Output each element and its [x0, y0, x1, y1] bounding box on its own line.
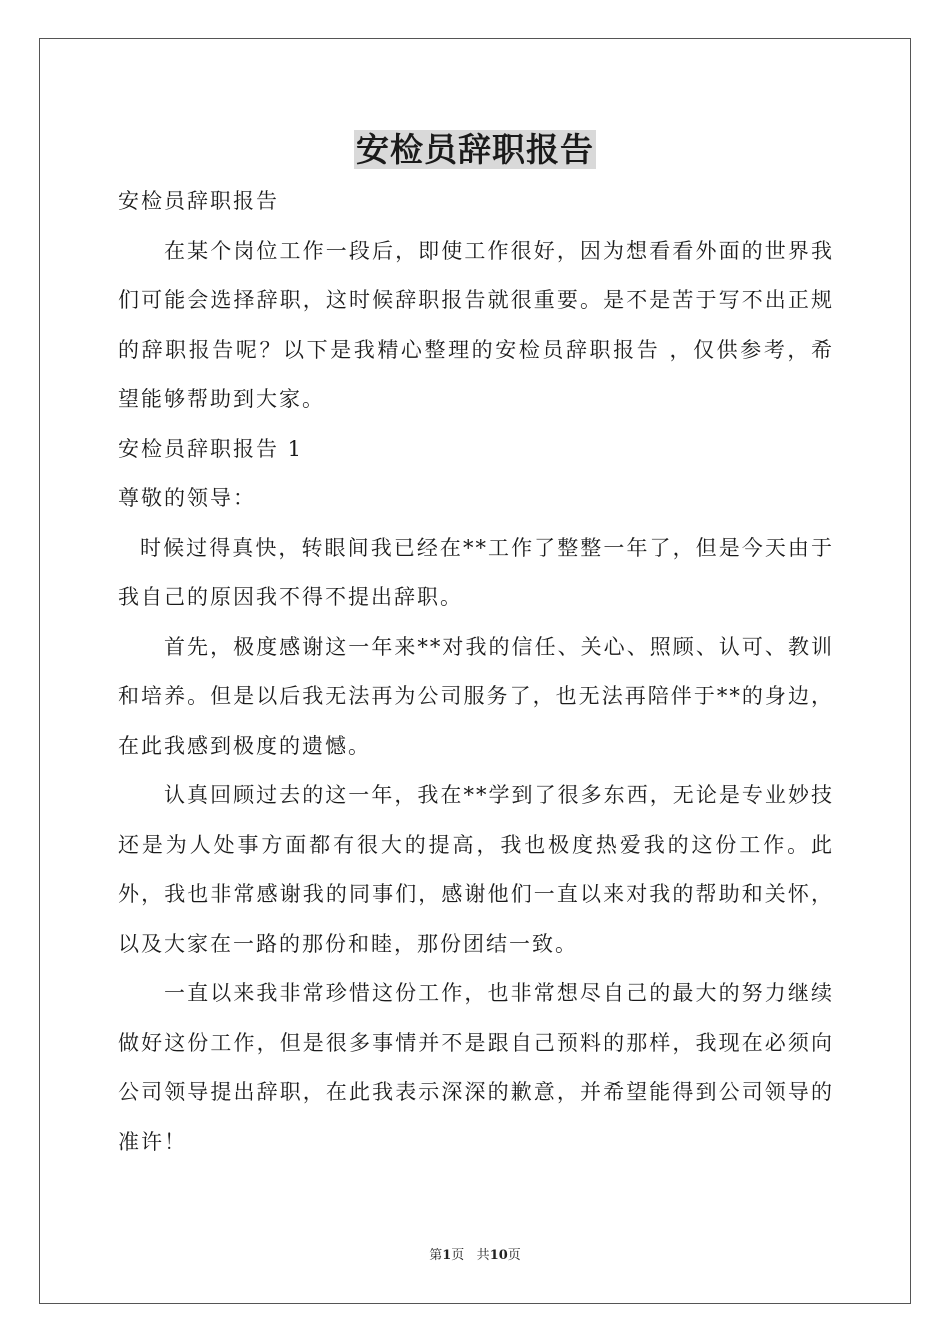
section-heading: 安检员辞职报告 1 — [118, 436, 304, 461]
body-paragraph: 认真回顾过去的这一年，我在**学到了很多东西，无论是专业妙技还是为人处事方面都有很大的提高，我也极度热爱我的这份工作。此外，我也非常感谢我的同事们，感谢他们一直以来对我的帮助和关怀，以及大家在一路的那份和睦，那份团结一致。 — [118, 783, 834, 956]
document-title — [0, 128, 950, 172]
salutation: 尊敬的领导： — [118, 486, 256, 510]
total-suffix: 页 — [507, 1248, 521, 1263]
page-prefix: 第 — [429, 1248, 443, 1263]
document-title-text: 安检员辞职报告 — [356, 130, 594, 169]
page-total: 10 — [489, 1248, 508, 1263]
document-body — [118, 177, 834, 1167]
subtitle-paragraph: 安检员辞职报告 — [118, 189, 279, 213]
body-paragraph: 首先，极度感谢这一年来**对我的信任、关心、照顾、认可、教训和培养。但是以后我无法再为公司服务了，也无法再陪伴于**的身边，在此我感到极度的遗憾。 — [118, 634, 834, 758]
intro-paragraph: 在某个岗位工作一段后，即使工作很好，因为想看看外面的世界我们可能会选择辞职，这时候辞职报告就很重要。是不是苦于写不出正规的辞职报告呢？以下是我精心整理的安检员辞职报告 ，仅供参考，希望能够帮助到大家。 — [118, 238, 834, 411]
page-suffix: 页 — [451, 1248, 465, 1263]
body-paragraph: 时候过得真快，转眼间我已经在**工作了整整一年了，但是今天由于我自己的原因我不得不提出辞职。 — [118, 535, 834, 609]
body-paragraph: 一直以来我非常珍惜这份工作，也非常想尽自己的最大的努力继续做好这份工作，但是很多事情并不是跟自己预料的那样，我现在必须向公司领导提出辞职，在此我表示深深的歉意，并希望能得到公司领导的准许！ — [118, 981, 834, 1154]
page-current: 1 — [442, 1248, 452, 1263]
page-footer — [0, 1246, 950, 1266]
total-prefix: 共 — [476, 1248, 490, 1263]
